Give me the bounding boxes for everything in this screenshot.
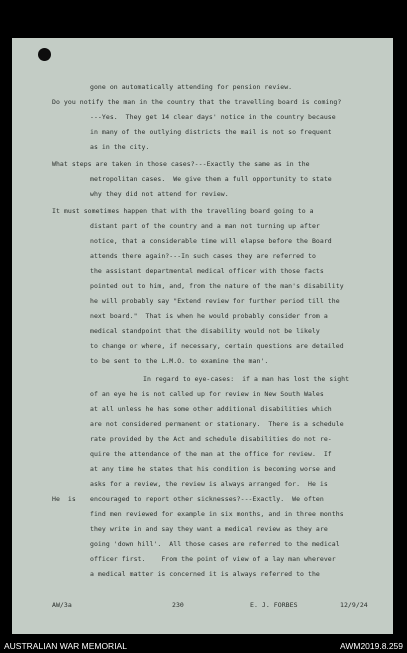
text-line: rate provided by the Act and schedule disabilities do not re-: [90, 435, 332, 443]
text-line: the assistant departmental medical officer with those facts: [90, 267, 324, 275]
text-line: encouraged to report other sicknesses?---Exactly. We often: [90, 495, 324, 503]
text-line: metropolitan cases. We give them a full opportunity to state: [90, 175, 332, 183]
text-line: next board." That is when he would probably consider from a: [90, 312, 328, 320]
text-line: a medical matter is concerned it is always referred to the: [90, 570, 320, 578]
text-line: at all unless he has some other additional disabilities which: [90, 405, 332, 413]
punch-hole: [38, 48, 51, 61]
footer-page-number: 230: [172, 601, 184, 609]
text-line: at any time he states that his condition is becoming worse and: [90, 465, 336, 473]
archive-caption-bar: [0, 640, 407, 653]
text-line: medical standpoint that the disability would not be likely: [90, 327, 320, 335]
footer-witness: E. J. FORBES: [250, 601, 298, 609]
text-line: notice, that a considerable time will elapse before the Board: [90, 237, 332, 245]
text-line: gone on automatically attending for pension review.: [90, 83, 293, 91]
text-line: to change or where, if necessary, certain questions are detailed: [90, 342, 344, 350]
text-line: he will probably say "Extend review for further period till the: [90, 297, 340, 305]
text-line: quire the attendance of the man at the office for review. If: [90, 450, 332, 458]
margin-note: He is: [52, 495, 76, 503]
text-line: distant part of the country and a man not turning up after: [90, 222, 320, 230]
text-line: attends there again?---In such cases they are referred to: [90, 252, 316, 260]
text-line: ---Yes. They get 14 clear days' notice in the country because: [90, 113, 336, 121]
text-line: they write in and say they want a medical review as they are: [90, 525, 328, 533]
text-line: In regard to eye-cases: if a man has lost the sight: [143, 375, 350, 383]
archive-item-id: AWM2019.8.259: [340, 641, 403, 651]
text-line: officer first. From the point of view of a lay man wherever: [90, 555, 336, 563]
text-line: are not considered permanent or stationary. There is a schedule: [90, 420, 344, 428]
text-line: in many of the outlying districts the mail is not so frequent: [90, 128, 332, 136]
text-line: find men reviewed for example in six months, and in three months: [90, 510, 344, 518]
archive-name: AUSTRALIAN WAR MEMORIAL: [4, 641, 127, 651]
text-line: to be sent to the L.M.O. to examine the man'.: [90, 357, 269, 365]
text-line: asks for a review, the review is always arranged for. He is: [90, 480, 328, 488]
text-line: Do you notify the man in the country that the travelling board is coming?: [52, 98, 342, 106]
text-line: as in the city.: [90, 143, 150, 151]
text-line: of an eye he is not called up for review in New South Wales: [90, 390, 324, 398]
text-line: pointed out to him, and, from the nature of the man's disability: [90, 282, 344, 290]
text-line: It must sometimes happen that with the travelling board going to a: [52, 207, 314, 215]
text-line: going 'down hill'. All those cases are referred to the medical: [90, 540, 340, 548]
text-line: What steps are taken in those cases?---Exactly the same as in the: [52, 160, 310, 168]
footer-ref: AW/3a: [52, 601, 72, 609]
text-line: why they did not attend for review.: [90, 190, 229, 198]
footer-date: 12/9/24: [340, 601, 368, 609]
